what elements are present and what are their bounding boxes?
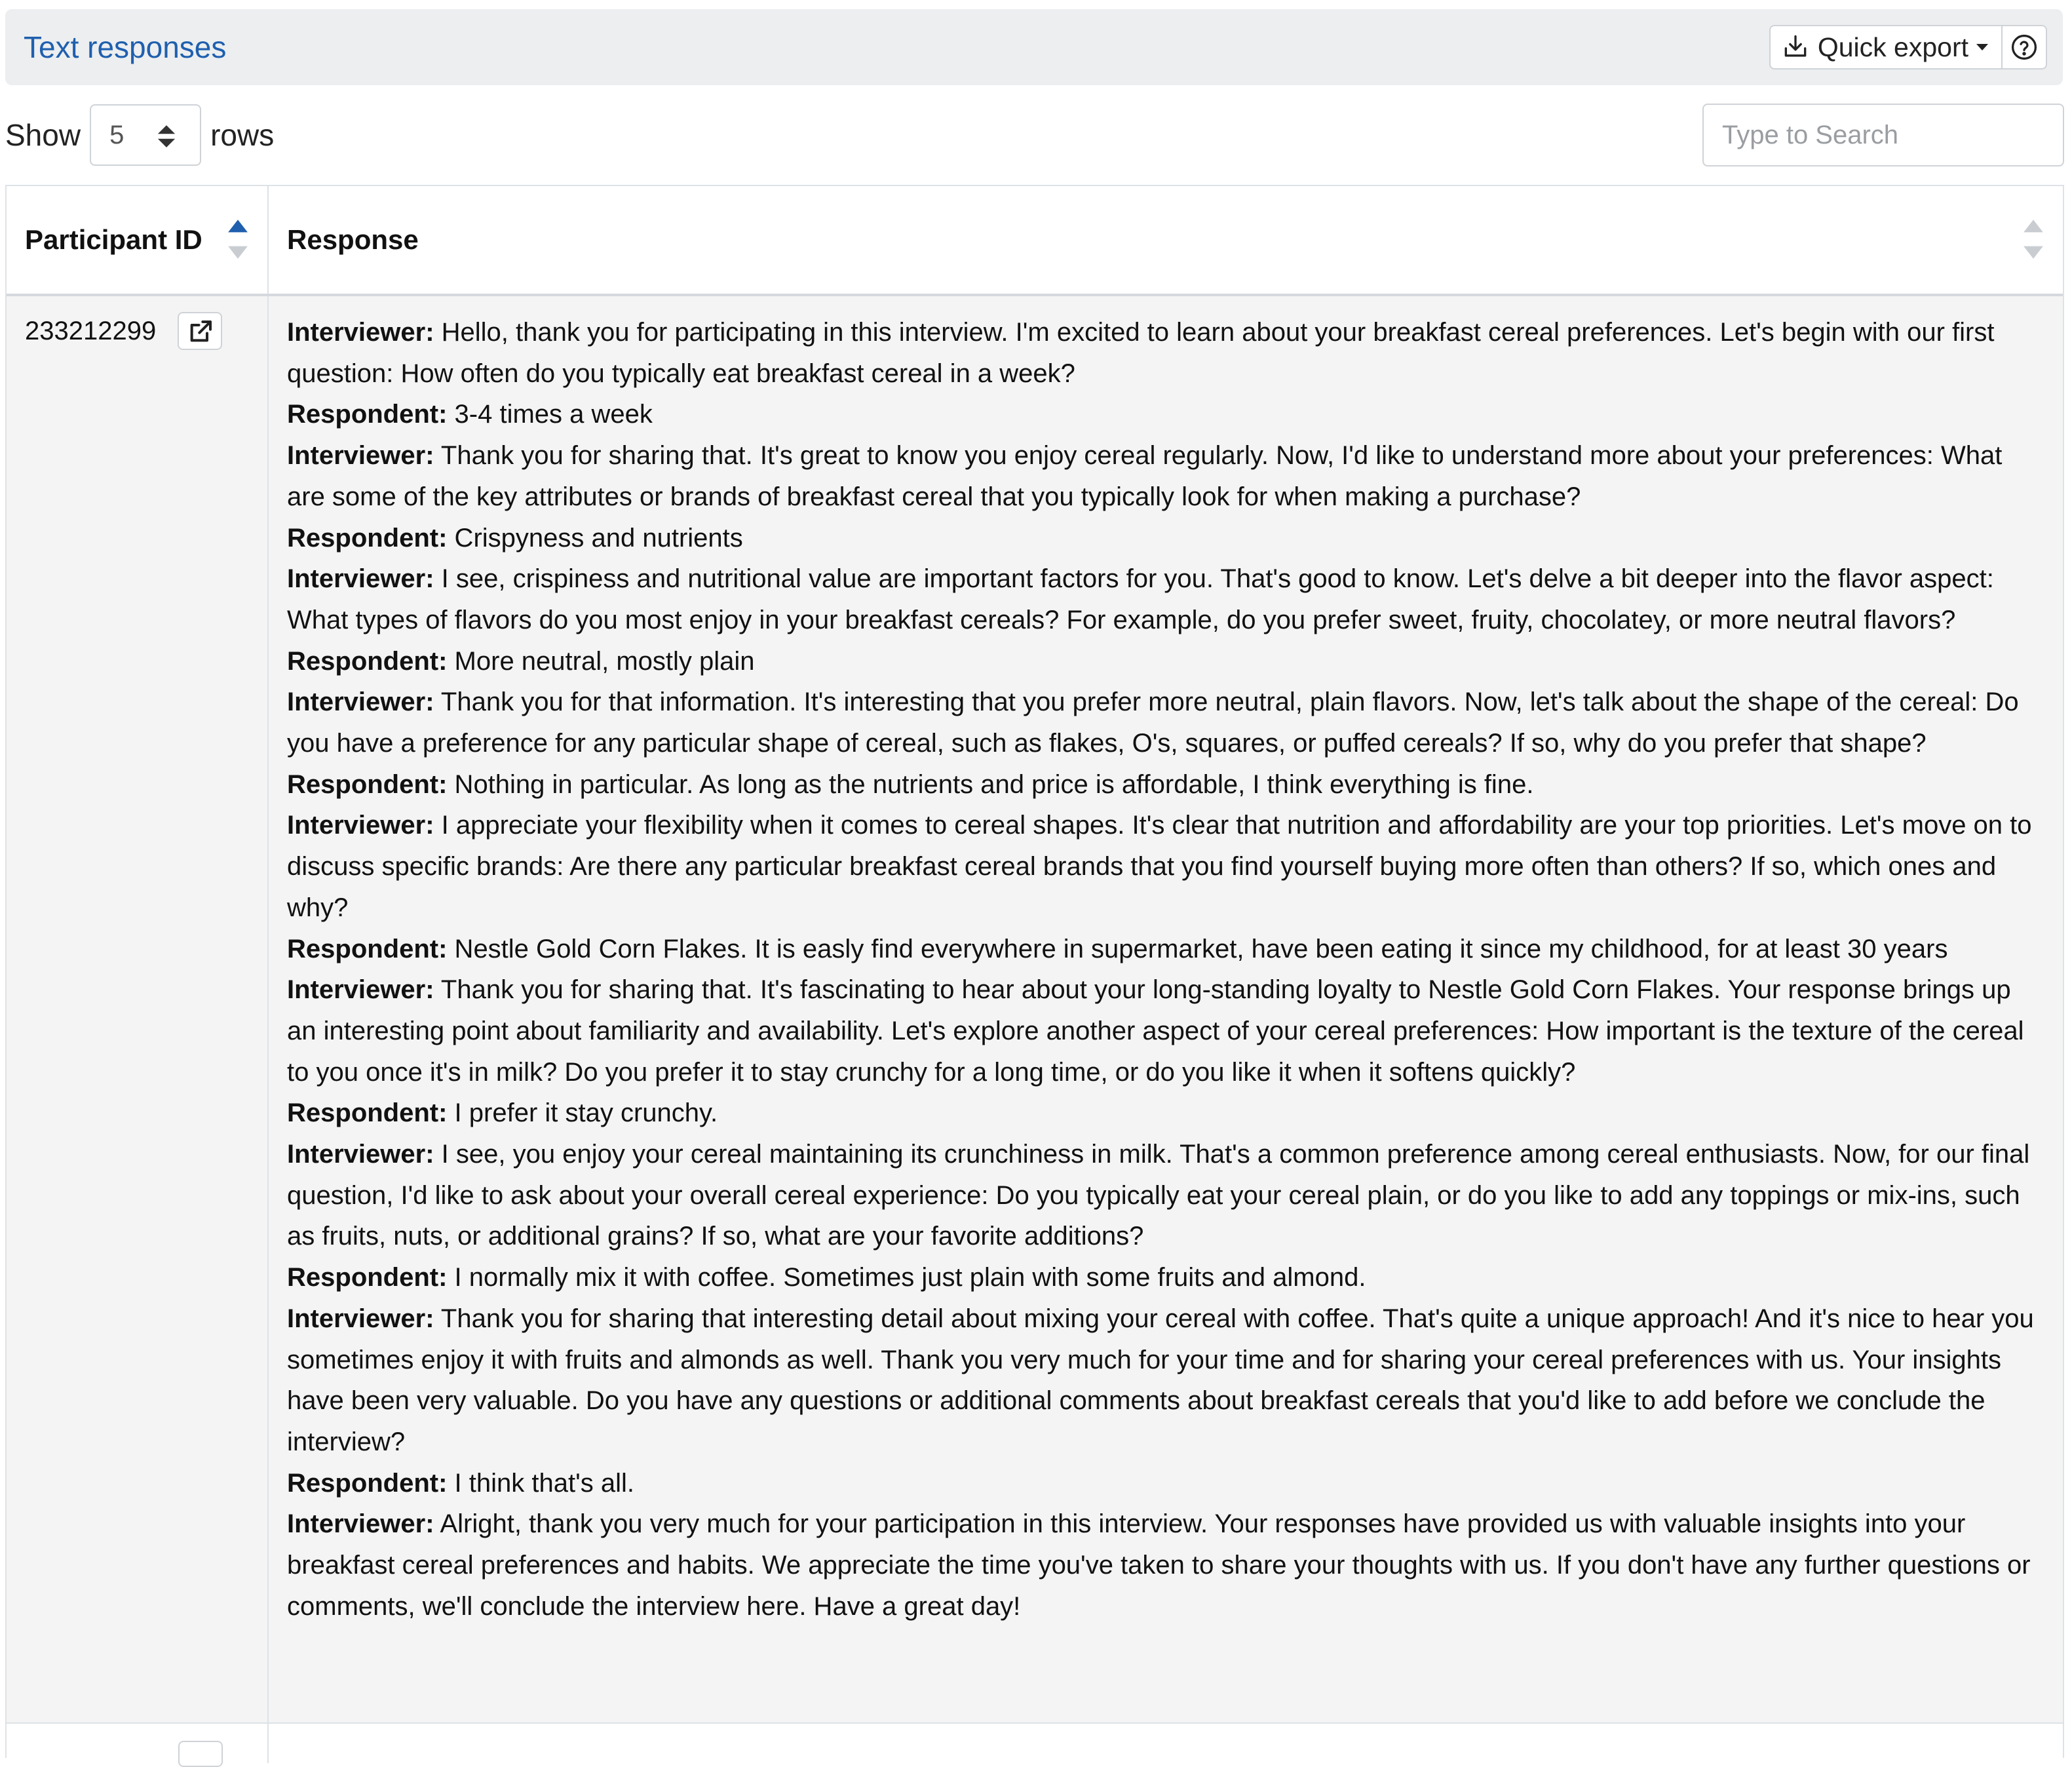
table-length-controls — [5, 104, 274, 166]
open-response-button[interactable] — [178, 1741, 223, 1767]
transcript-turn — [287, 641, 2047, 682]
transcript-turn — [287, 1093, 2047, 1134]
download-icon — [1781, 33, 1810, 62]
turn-text: I see, you enjoy your cereal maintaining its crunchiness in milk. That's a common preference among cereal enthusiasts. Now, for our final question, I'd like to ask about your overall cereal experience: Do you typically eat your cereal plain, or do you like to add any toppings or mix-ins, such as fruits, nuts, or additional grains? If so, what are your favorite additions? — [287, 1140, 2030, 1251]
speaker-label: Respondent: — [287, 934, 448, 963]
turn-text: Thank you for that information. It's interesting that you prefer more neutral, plain flavors. Now, let's talk about the shape of the cereal: Do you have a preference for any particular shape of cereal, such as flakes, O's, squares, or puffed cereals? If so, why do you prefer that shape? — [287, 688, 2019, 758]
turn-text: Crispyness and nutrients — [447, 523, 743, 553]
participant-id: 233212299 — [25, 317, 157, 345]
table-row — [7, 296, 2063, 1724]
responses-table — [5, 185, 2064, 1758]
transcript-turn — [287, 682, 2047, 764]
transcript-turn — [287, 1504, 2047, 1627]
transcript-turn — [287, 969, 2047, 1093]
participant-id-cell — [7, 296, 269, 1722]
sort-unsorted-icon — [2022, 218, 2044, 261]
transcript-turn — [287, 518, 2047, 559]
speaker-label: Interviewer: — [287, 975, 434, 1005]
speaker-label: Interviewer: — [287, 688, 434, 717]
transcript-turn — [287, 558, 2047, 640]
turn-text: 3-4 times a week — [447, 400, 653, 429]
speaker-label: Respondent: — [287, 1263, 448, 1292]
search-input[interactable] — [1702, 104, 2064, 166]
column-header-label: Response — [287, 224, 419, 255]
transcript-turn — [287, 805, 2047, 928]
rows-label: rows — [210, 118, 275, 152]
rows-per-page-value: 5 — [109, 120, 125, 149]
transcript-turn — [287, 312, 2047, 394]
column-header-response[interactable] — [269, 186, 2063, 294]
column-header-participant-id[interactable] — [7, 186, 269, 294]
show-label: Show — [5, 118, 81, 152]
speaker-label: Interviewer: — [287, 564, 434, 594]
sort-ascending-icon — [227, 218, 249, 261]
speaker-label: Respondent: — [287, 1098, 448, 1128]
turn-text: I prefer it stay crunchy. — [447, 1098, 718, 1128]
speaker-label: Interviewer: — [287, 811, 434, 840]
turn-text: I see, crispiness and nutritional value are important factors for you. That's good to know. Let's delve a bit deeper into the flavor aspect: What types of flavors do you most enjoy in your breakfast cereals? For example, do you prefer sweet, fruity, chocolatey, or more neutral flavors? — [287, 564, 1994, 634]
transcript-turn — [287, 435, 2047, 517]
speaker-label: Interviewer: — [287, 1140, 434, 1169]
select-updown-icon — [157, 124, 176, 149]
transcript-turn — [287, 1257, 2047, 1298]
turn-text: Thank you for sharing that. It's fascinating to hear about your long-standing loyalty to Nestle Gold Corn Flakes. Your response brings up an interesting point about familiarity and availability. Let's explore another aspect of your cereal preferences: How important is the texture of the cereal to you once it's in milk? Do you prefer it to stay crunchy for a long time, or do you like it when it softens quickly? — [287, 975, 2024, 1087]
turn-text: More neutral, mostly plain — [447, 646, 755, 676]
question-circle-icon — [2010, 33, 2039, 62]
turn-text: Alright, thank you very much for your participation in this interview. Your responses have provided us with valuable insights into your breakfast cereal preferences and habits. We appreciate the time you've taken to share your thoughts with us. If you don't have any further questions or comments, we'll conclude the interview here. Have a great day! — [287, 1509, 2031, 1621]
turn-text: Nothing in particular. As long as the nutrients and price is affordable, I think everything is fine. — [447, 769, 1534, 799]
transcript-turn — [287, 394, 2047, 435]
turn-text: I appreciate your flexibility when it comes to cereal shapes. It's clear that nutrition and affordability are your top priorities. Let's move on to discuss specific brands: Are there any particular breakfast cereal brands that you find yourself buying more often than others? If so, which ones and why? — [287, 811, 2032, 922]
help-button[interactable] — [2003, 25, 2047, 69]
turn-text: Thank you for sharing that interesting detail about mixing your cereal with coffee. That's quite a unique approach! And it's nice to hear you sometimes enjoy it with fruits and almonds as well. Thank you very much for your time and for sharing your cereal preferences with us. Your insights have been very valuable. Do you have any questions or additional comments about breakfast cereals that you'd like to add before we conclude the interview? — [287, 1304, 2034, 1456]
transcript-turn — [287, 764, 2047, 806]
quick-export-button[interactable] — [1769, 25, 2003, 69]
rows-per-page-select[interactable] — [90, 104, 201, 166]
speaker-label: Interviewer: — [287, 318, 434, 347]
turn-text: I think that's all. — [447, 1468, 634, 1498]
quick-export-label: Quick export — [1817, 31, 1968, 62]
participant-id-cell — [7, 1724, 269, 1763]
response-cell — [269, 296, 2063, 1627]
transcript-turn — [287, 1134, 2047, 1257]
panel-title[interactable]: Text responses — [24, 30, 227, 64]
transcript-turn — [287, 1298, 2047, 1463]
table-header — [7, 186, 2063, 296]
external-link-icon — [187, 319, 214, 345]
transcript-turn — [287, 1463, 2047, 1504]
speaker-label: Respondent: — [287, 1468, 448, 1498]
export-button-group — [1769, 25, 2047, 69]
speaker-label: Interviewer: — [287, 1509, 434, 1539]
table-row — [7, 1724, 2063, 1763]
transcript-turn — [287, 929, 2047, 970]
column-header-label: Participant ID — [25, 224, 202, 255]
speaker-label: Respondent: — [287, 523, 448, 553]
panel-header — [5, 9, 2063, 85]
speaker-label: Interviewer: — [287, 1304, 434, 1333]
caret-down-icon — [1976, 44, 1988, 50]
speaker-label: Respondent: — [287, 400, 448, 429]
speaker-label: Respondent: — [287, 646, 448, 676]
speaker-label: Interviewer: — [287, 441, 434, 471]
turn-text: Hello, thank you for participating in this interview. I'm excited to learn about your breakfast cereal preferences. Let's begin with our first question: How often do you typically eat breakfast cereal in a week? — [287, 318, 1995, 388]
speaker-label: Respondent: — [287, 769, 448, 799]
open-response-button[interactable] — [178, 312, 222, 350]
turn-text: Nestle Gold Corn Flakes. It is easly find everywhere in supermarket, have been eating it since my childhood, for at least 30 years — [447, 934, 1948, 963]
turn-text: Thank you for sharing that. It's great to know you enjoy cereal regularly. Now, I'd like to understand more about your preferences: What are some of the key attributes or brands of breakfast cereal that you typically look for when making a purchase? — [287, 441, 2003, 511]
turn-text: I normally mix it with coffee. Sometimes just plain with some fruits and almond. — [447, 1263, 1366, 1292]
